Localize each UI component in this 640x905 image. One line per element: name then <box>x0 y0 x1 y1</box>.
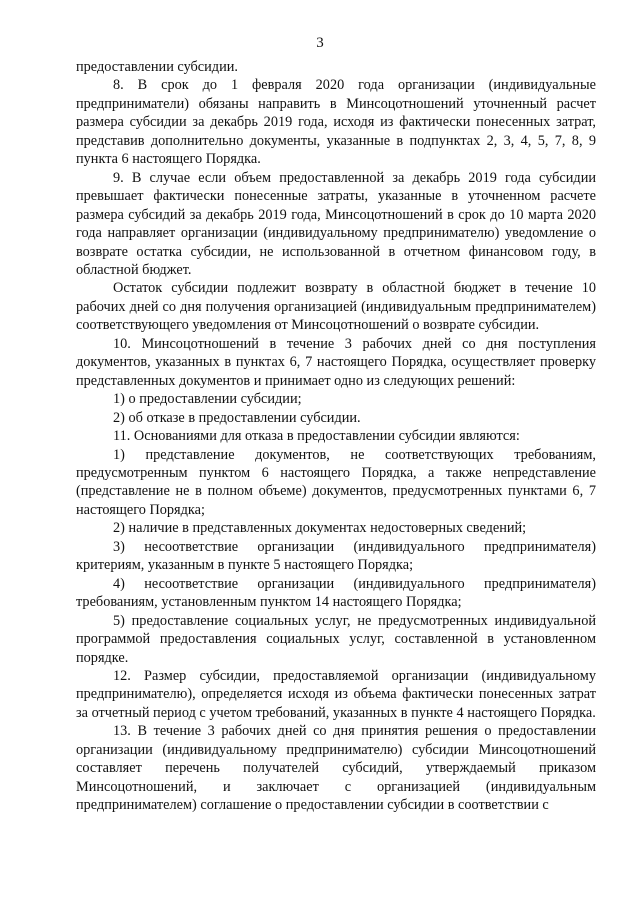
paragraph-item-10: 10. Минсоцотношений в течение 3 рабочих дней со дня поступления документов, указанных в пунктах 6, 7 настоящего Порядка, осуществляет проверку представленных документов и принимает одно из следующих решений: <box>76 335 596 389</box>
paragraph-refusal-1: 1) представление документов, не соответствующих требованиям, предусмотренным пунктом 6 настоящего Порядка, а также непредставление (представление не в полном объеме) документов, предусмотренных пунктами 6, 7 настоящего Порядка; <box>76 446 596 518</box>
paragraph-item-8: 8. В срок до 1 февраля 2020 года организации (индивидуальные предприниматели) обязаны направить в Минсоцотношений уточненный расчет размера субсидии за декабрь 2019 года, исходя из фактически понесенных затрат, представив дополнительно документы, указанные в подпунктах 2, 3, 4, 5, 7, 8, 9 пункта 6 настоящего Порядка. <box>76 77 596 168</box>
paragraph-item-12: 12. Размер субсидии, предоставляемой организации (индивидуальному предпринимателю), определяется исходя из объема фактически понесенных затрат за отчетный период с учетом требований, указанных в пункте 4 настоящего Порядка. <box>76 667 596 721</box>
paragraph-refusal-4: 4) несоответствие организации (индивидуального предпринимателя) требованиям, установленным пунктом 14 настоящего Порядка; <box>76 575 596 611</box>
paragraph-refusal-5: 5) предоставление социальных услуг, не предусмотренных индивидуальной программой предоставления социальных услуг, составленной в установленном порядке. <box>76 612 596 666</box>
paragraph-refusal-3: 3) несоответствие организации (индивидуального предпринимателя) критериям, указанным в пункте 5 настоящего Порядка; <box>76 538 596 574</box>
paragraph-decision-1: 1) о предоставлении субсидии; <box>113 391 302 408</box>
paragraph-item-13: 13. В течение 3 рабочих дней со дня принятия решения о предоставлении организации (индивидуальному предпринимателю) субсидии Минсоцотношений составляет перечень получателей субсидий, утверждаемый приказом Минсоцотношений, и заключает с организацией (индивидуальным предпринимателем) соглашение о предоставлении субсидии в соответствии с <box>76 723 596 814</box>
paragraph-subsidy-return: Остаток субсидии подлежит возврату в областной бюджет в течение 10 рабочих дней со дня получения организацией (индивидуальным предпринимателем) соответствующего уведомления от Минсоцотношений о возврате субсидии. <box>76 280 596 334</box>
paragraph-decision-2: 2) об отказе в предоставлении субсидии. <box>113 409 361 426</box>
paragraph-refusal-2: 2) наличие в представленных документах недостоверных сведений; <box>113 520 527 537</box>
paragraph-item-9: 9. В случае если объем предоставленной за декабрь 2019 года субсидии превышает фактически понесенные затраты, указанные в уточненном расчете размера субсидий за декабрь 2019 года, Минсоцотношений в срок до 10 марта 2020 года направляет организации (индивидуальному предпринимателю) уведомление о возврате остатка субсидии, не использованной в отчетном финансовом году, в областной бюджет. <box>76 169 596 278</box>
page-number: 3 <box>316 35 324 51</box>
document-body <box>76 58 596 815</box>
paragraph-item-11: 11. Основаниями для отказа в предоставлении субсидии являются: <box>113 428 520 445</box>
paragraph-continuation: предоставлении субсидии. <box>76 59 238 75</box>
